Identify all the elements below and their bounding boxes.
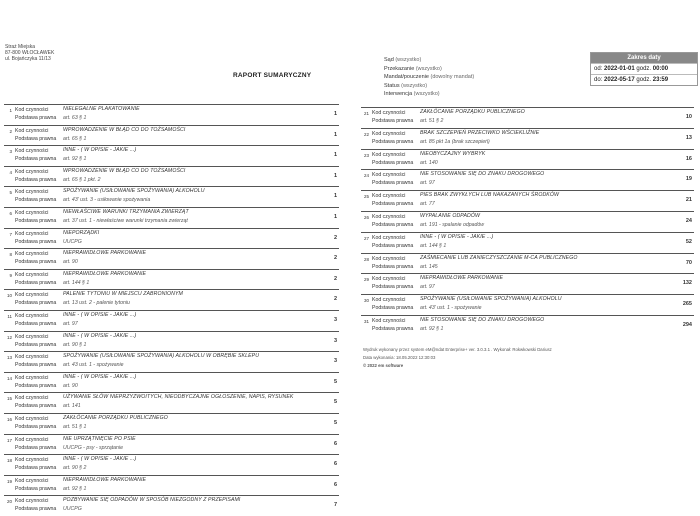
- legal-basis: UUCPG: [63, 506, 82, 513]
- basis-label: Podstawa prawna: [372, 159, 414, 166]
- basis-label: Podstawa prawna: [15, 197, 57, 204]
- activity-count: 132: [682, 280, 692, 287]
- basis-label: Podstawa prawna: [15, 424, 57, 430]
- activity-description: NIEPRAWIDŁOWE PARKOWANIE: [420, 275, 504, 282]
- row-number: 26: [363, 215, 369, 220]
- activity-row: [4, 475, 339, 496]
- activity-count: 6: [333, 440, 337, 447]
- filter-label: Status: [384, 82, 400, 89]
- activity-row: [4, 186, 339, 207]
- legal-basis: art. 65 § 1 pkt. 2: [63, 176, 101, 183]
- activity-count: 16: [685, 155, 692, 162]
- row-number: 3: [9, 149, 12, 155]
- row-number: 9: [9, 272, 12, 278]
- legal-basis: art. 85 pkt 1a (brak szczepień): [420, 138, 490, 145]
- legal-basis: UUCPG: [63, 238, 82, 245]
- legal-basis: art. 51 § 2: [420, 118, 444, 124]
- activity-count: 2: [333, 255, 337, 262]
- activity-count: 5: [333, 420, 337, 426]
- activity-description: WPROWADZENIE W BŁĄD CO DO TOŻSAMOŚCI: [63, 126, 186, 133]
- activity-row: [361, 169, 694, 190]
- activity-count: 3: [333, 337, 337, 344]
- row-number: 15: [6, 396, 12, 402]
- activity-description: ZAKŁÓCANIE PORZĄDKU PUBLICZNEGO: [420, 109, 525, 115]
- activity-row: [4, 248, 339, 269]
- row-number: 8: [9, 252, 12, 258]
- code-label: Kod czynności: [15, 210, 49, 216]
- legal-basis: art. 90: [63, 259, 78, 266]
- activity-row: [4, 413, 339, 434]
- row-number: 25: [363, 194, 369, 200]
- activity-description: ZAŚMIECANIE LUB ZANIECZYSZCZANIE M-CA PUBLICZNEGO: [420, 254, 578, 261]
- code-label: Kod czynności: [15, 477, 49, 484]
- row-number: 23: [363, 152, 369, 158]
- code-label: Kod czynności: [372, 193, 406, 200]
- row-number: 22: [363, 131, 369, 137]
- activity-description: INNE - ( W OPISIE - JAKIE ...): [63, 312, 137, 318]
- legal-basis: art. 145: [420, 263, 438, 270]
- code-label: Kod czynności: [15, 168, 49, 175]
- row-number: 24: [363, 173, 369, 179]
- activity-row: [4, 351, 339, 372]
- basis-label: Podstawa prawna: [372, 138, 414, 145]
- code-label: Kod czynności: [15, 498, 49, 505]
- basis-label: Podstawa prawna: [372, 222, 414, 228]
- basis-label: Podstawa prawna: [15, 238, 57, 245]
- activity-description: SPOŻYWANIE (USIŁOWANIE SPOŻYWANIA) ALKOHOLU W OBRĘBIE SKLEPU: [63, 353, 260, 360]
- filter-row: [384, 90, 474, 99]
- basis-label: Podstawa prawna: [15, 156, 57, 163]
- activity-count: 10: [685, 114, 692, 120]
- footer-date: Data wykonania: 18.05.2022 12:30:03: [363, 355, 436, 360]
- filter-row: [384, 56, 474, 65]
- activity-count: 2: [333, 234, 337, 241]
- activity-row: [361, 107, 694, 128]
- legal-basis: art. 13 ust. 2 - palenie tytoniu: [63, 300, 130, 307]
- basis-label: Podstawa prawna: [15, 341, 57, 348]
- right-activity-list: [361, 107, 694, 337]
- row-number: 28: [363, 256, 369, 262]
- basis-label: Podstawa prawna: [15, 403, 57, 410]
- legal-basis: art. 43' ust. 3 - usiłowanie spożywania: [63, 197, 151, 204]
- activity-count: 21: [685, 197, 692, 204]
- activity-description: NIELEGALNE PLAKATOWANIE: [63, 106, 140, 112]
- code-label: Kod czynności: [15, 251, 49, 258]
- row-number: 13: [6, 355, 12, 361]
- activity-description: NIEPORZĄDKI: [63, 229, 100, 236]
- footer-generated: Wydruk wykonany przez system eM@ndat Enterprise+ ver. 3.0.3.1 . Wykonał: Rokwkowski Dariusz: [363, 347, 552, 352]
- legal-basis: art. 65 § 1: [63, 135, 87, 142]
- basis-label: Podstawa prawna: [15, 135, 57, 142]
- row-number: 6: [9, 211, 12, 216]
- legal-basis: art. 63 § 1: [63, 115, 87, 121]
- activity-description: BRAK SZCZEPIEŃ PRZECIWKO WŚCIEKLIŹNIE: [420, 129, 540, 136]
- legal-basis: art. 43' ust. 1 - spożywanie: [420, 305, 482, 312]
- activity-count: 7: [333, 502, 337, 509]
- filter-row: [384, 73, 474, 82]
- activity-count: 5: [333, 399, 337, 406]
- activity-row: [4, 372, 339, 393]
- basis-label: Podstawa prawna: [15, 485, 57, 492]
- code-label: Kod czynności: [15, 230, 49, 237]
- legal-basis: art. 37 ust. 1 - niewłaściwe warunki trzymania zwierząt: [63, 218, 188, 224]
- legal-basis: art. 92 § 1: [63, 485, 87, 492]
- filter-value: (wszystko): [413, 91, 440, 98]
- activity-count: 6: [333, 481, 337, 488]
- basis-label: Podstawa prawna: [15, 115, 57, 121]
- org-postal: 87-800 WŁOCŁAWEK: [5, 50, 55, 56]
- activity-count: 1: [333, 152, 337, 159]
- legal-basis: art. 92 § 1: [63, 156, 87, 163]
- activity-row: [4, 125, 339, 146]
- row-number: 29: [363, 277, 369, 283]
- legal-basis: art. 77: [420, 201, 435, 208]
- activity-count: 3: [333, 317, 337, 323]
- activity-description: PALENIE TYTONIU W MIEJSCU ZABRONIONYM: [63, 291, 183, 298]
- activity-description: INNE - ( W OPISIE - JAKIE ...): [63, 456, 137, 463]
- activity-description: NIE UPRZĄTNIĘCIE PO PSIE: [63, 435, 136, 442]
- code-label: Kod czynności: [15, 271, 49, 278]
- activity-description: NIEPRAWIDŁOWE PARKOWANIE: [63, 270, 147, 277]
- activity-description: INNE - ( W OPISIE - JAKIE ...): [420, 233, 494, 240]
- basis-label: Podstawa prawna: [15, 362, 57, 369]
- activity-count: 6: [333, 461, 337, 468]
- row-number: 5: [9, 190, 12, 196]
- activity-row: [361, 253, 694, 274]
- row-number: 10: [6, 293, 12, 299]
- org-street: ul. Bojańczyka 11/13: [5, 56, 51, 62]
- row-number: 20: [6, 499, 12, 505]
- activity-count: 52: [685, 238, 692, 245]
- footer-copyright: © 2022 em software: [363, 363, 404, 368]
- activity-description: SPOŻYWANIE (USIŁOWANIE SPOŻYWANIA) ALKOHOLU: [420, 296, 562, 303]
- basis-label: Podstawa prawna: [15, 259, 57, 266]
- legal-basis: art. 90 § 2: [63, 465, 87, 472]
- code-label: Kod czynności: [372, 130, 406, 137]
- activity-row: [361, 273, 694, 294]
- activity-row: [4, 434, 339, 455]
- activity-description: NIEOBYCZAJNY WYBRYK: [420, 150, 486, 157]
- legal-basis: art. 144 § 1: [63, 279, 90, 286]
- activity-description: NIE STOSOWANIE SIĘ DO ZNAKU DROGOWEGO: [420, 171, 545, 178]
- code-label: Kod czynności: [15, 107, 49, 113]
- basis-label: Podstawa prawna: [15, 506, 57, 513]
- activity-description: UŻYWANIE SŁÓW NIEPRZYZWOITYCH, NIEODBYCZAJNE OGŁOSZENIE, NAPIS, RYSUNEK: [63, 394, 294, 401]
- basis-label: Podstawa prawna: [15, 218, 57, 224]
- activity-count: 294: [682, 322, 692, 328]
- code-label: Kod czynności: [15, 292, 49, 299]
- activity-row: [361, 294, 694, 315]
- basis-label: Podstawa prawna: [372, 201, 414, 208]
- legal-basis: art. 51 § 1: [63, 424, 87, 430]
- row-number: 30: [363, 298, 369, 304]
- code-label: Kod czynności: [15, 127, 49, 134]
- activity-row: [4, 207, 339, 228]
- date-range-from: od: 2022-01-01 godz. 00:00: [591, 63, 697, 74]
- row-number: 1: [9, 108, 12, 113]
- activity-description: SPOŻYWANIE (USIŁOWANIE SPOŻYWANIA) ALKOHOLU: [63, 188, 205, 195]
- basis-label: Podstawa prawna: [15, 279, 57, 286]
- activity-row: [4, 289, 339, 310]
- basis-label: Podstawa prawna: [15, 321, 57, 327]
- activity-count: 1: [333, 214, 337, 220]
- row-number: 12: [6, 334, 12, 340]
- filter-value: (wszystko): [415, 65, 442, 72]
- row-number: 27: [363, 235, 369, 241]
- activity-count: 3: [333, 358, 337, 365]
- activity-count: 2: [333, 296, 337, 303]
- filter-label: Przekazanie: [384, 65, 415, 72]
- row-number: 14: [6, 375, 12, 381]
- row-number: 17: [6, 437, 12, 443]
- legal-basis: art. 140: [420, 159, 438, 166]
- filter-label: Interwencja: [384, 91, 413, 98]
- code-label: Kod czynności: [15, 313, 49, 319]
- activity-count: 70: [685, 259, 692, 266]
- legal-basis: art. 90 § 1: [63, 341, 87, 348]
- legal-basis: art. 97: [420, 180, 435, 187]
- legal-basis: art. 141: [63, 403, 81, 410]
- date-range-heading: Zakres daty: [591, 53, 697, 63]
- legal-basis: art. 97: [420, 284, 435, 291]
- activity-row: [361, 190, 694, 211]
- activity-description: NIEPRAWIDŁOWE PARKOWANIE: [63, 250, 147, 257]
- row-number: 11: [7, 314, 12, 319]
- legal-basis: art. 43 ust. 1 - spożywanie: [63, 362, 124, 369]
- code-label: Kod czynności: [372, 318, 406, 324]
- activity-row: [4, 145, 339, 166]
- filter-row: [384, 82, 474, 91]
- filter-value: (dowolny mandat): [430, 74, 475, 81]
- activity-count: 265: [682, 301, 692, 308]
- basis-label: Podstawa prawna: [372, 326, 414, 332]
- filter-row: [384, 65, 474, 74]
- activity-description: NIE STOSOWANIE SIĘ DO ZNAKU DROGOWEGO: [420, 317, 545, 323]
- activity-row: [4, 269, 339, 290]
- basis-label: Podstawa prawna: [372, 263, 414, 270]
- code-label: Kod czynności: [372, 297, 406, 304]
- activity-description: POZBYWANIE SIĘ ODPADÓW W SPOSÓB NIEZGODNY Z PRZEPISAMI: [63, 497, 241, 504]
- legal-basis: art. 144 § 1: [420, 242, 447, 249]
- code-label: Kod czynności: [15, 395, 49, 402]
- filter-list: [384, 56, 474, 99]
- code-label: Kod czynności: [372, 234, 406, 241]
- activity-description: INNE - ( W OPISIE - JAKIE ...): [63, 147, 137, 154]
- code-label: Kod czynności: [15, 416, 49, 422]
- basis-label: Podstawa prawna: [15, 465, 57, 472]
- activity-row: [361, 211, 694, 232]
- row-number: 21: [363, 111, 369, 116]
- basis-label: Podstawa prawna: [15, 300, 57, 307]
- legal-basis: UUCPG - psy - sprzątanie: [63, 444, 123, 451]
- basis-label: Podstawa prawna: [15, 444, 57, 451]
- row-number: 4: [9, 169, 12, 175]
- activity-row: [361, 128, 694, 149]
- row-number: 18: [6, 458, 12, 464]
- basis-label: Podstawa prawna: [15, 382, 57, 389]
- activity-count: 1: [333, 193, 337, 200]
- activity-description: WYPALANIE ODPADÓW: [420, 213, 481, 219]
- row-number: 16: [6, 417, 12, 422]
- org-name: Straż Miejska: [5, 44, 36, 50]
- activity-row: [4, 392, 339, 413]
- activity-count: 2: [333, 275, 337, 282]
- activity-row: [361, 149, 694, 170]
- code-label: Kod czynności: [15, 189, 49, 196]
- activity-description: NIEPRAWIDŁOWE PARKOWANIE: [63, 476, 147, 483]
- activity-description: PIES BRAK ZWYKŁYCH LUB NAKAZANYCH ŚRODKÓW: [420, 192, 559, 199]
- row-number: 7: [9, 231, 12, 237]
- activity-description: ZAKŁÓCANIE PORZĄDKU PUBLICZNEGO: [63, 415, 168, 421]
- row-number: 31: [363, 319, 369, 324]
- activity-count: 1: [333, 111, 337, 117]
- code-label: Kod czynności: [372, 255, 406, 262]
- activity-row: [4, 228, 339, 249]
- legal-basis: art. 90: [63, 382, 78, 389]
- code-label: Kod czynności: [372, 151, 406, 158]
- activity-count: 13: [685, 134, 692, 141]
- activity-row: [4, 104, 339, 125]
- left-activity-list: [4, 104, 339, 513]
- basis-label: Podstawa prawna: [372, 305, 414, 312]
- activity-count: 24: [685, 218, 692, 224]
- filter-value: (wszystko): [395, 57, 422, 63]
- activity-row: [4, 166, 339, 187]
- filter-value: (wszystko): [401, 82, 428, 89]
- activity-row: [4, 495, 339, 516]
- code-label: Kod czynności: [15, 354, 49, 361]
- activity-row: [4, 454, 339, 475]
- activity-count: 19: [685, 176, 692, 183]
- legal-basis: art. 97: [63, 321, 78, 327]
- basis-label: Podstawa prawna: [372, 180, 414, 187]
- activity-count: 1: [333, 172, 337, 179]
- code-label: Kod czynności: [15, 333, 49, 340]
- filter-label: Sąd: [384, 57, 394, 63]
- activity-row: [361, 315, 694, 336]
- basis-label: Podstawa prawna: [15, 176, 57, 183]
- report-title: RAPORT SUMARYCZNY: [233, 72, 312, 79]
- basis-label: Podstawa prawna: [372, 118, 414, 124]
- date-range-box: [590, 52, 698, 86]
- row-number: 19: [6, 478, 12, 484]
- legal-basis: art. 191 - spalanie odpadów: [420, 222, 485, 228]
- filter-label: Mandat/pouczenie: [384, 74, 429, 81]
- legal-basis: art. 92 § 1: [420, 326, 444, 332]
- code-label: Kod czynności: [372, 110, 406, 116]
- activity-description: INNE - ( W OPISIE - JAKIE ...): [63, 373, 137, 380]
- code-label: Kod czynności: [372, 276, 406, 283]
- activity-row: [361, 232, 694, 253]
- date-range-to: do: 2022-05-17 godz. 23:59: [591, 74, 697, 85]
- activity-count: 1: [333, 131, 337, 138]
- activity-description: NIEWŁAŚCIWE WARUNKI TRZYMANIA ZWIERZĄT: [63, 209, 189, 215]
- row-number: 2: [9, 128, 12, 134]
- activity-row: [4, 310, 339, 331]
- activity-description: WPROWADZENIE W BŁĄD CO DO TOŻSAMOŚCI: [63, 167, 186, 174]
- code-label: Kod czynności: [372, 214, 406, 220]
- activity-description: INNE - ( W OPISIE - JAKIE ...): [63, 332, 137, 339]
- code-label: Kod czynności: [15, 148, 49, 155]
- basis-label: Podstawa prawna: [372, 242, 414, 249]
- code-label: Kod czynności: [372, 172, 406, 179]
- activity-row: [4, 331, 339, 352]
- basis-label: Podstawa prawna: [372, 284, 414, 291]
- code-label: Kod czynności: [15, 374, 49, 381]
- code-label: Kod czynności: [15, 436, 49, 443]
- code-label: Kod czynności: [15, 457, 49, 464]
- activity-count: 5: [333, 378, 337, 385]
